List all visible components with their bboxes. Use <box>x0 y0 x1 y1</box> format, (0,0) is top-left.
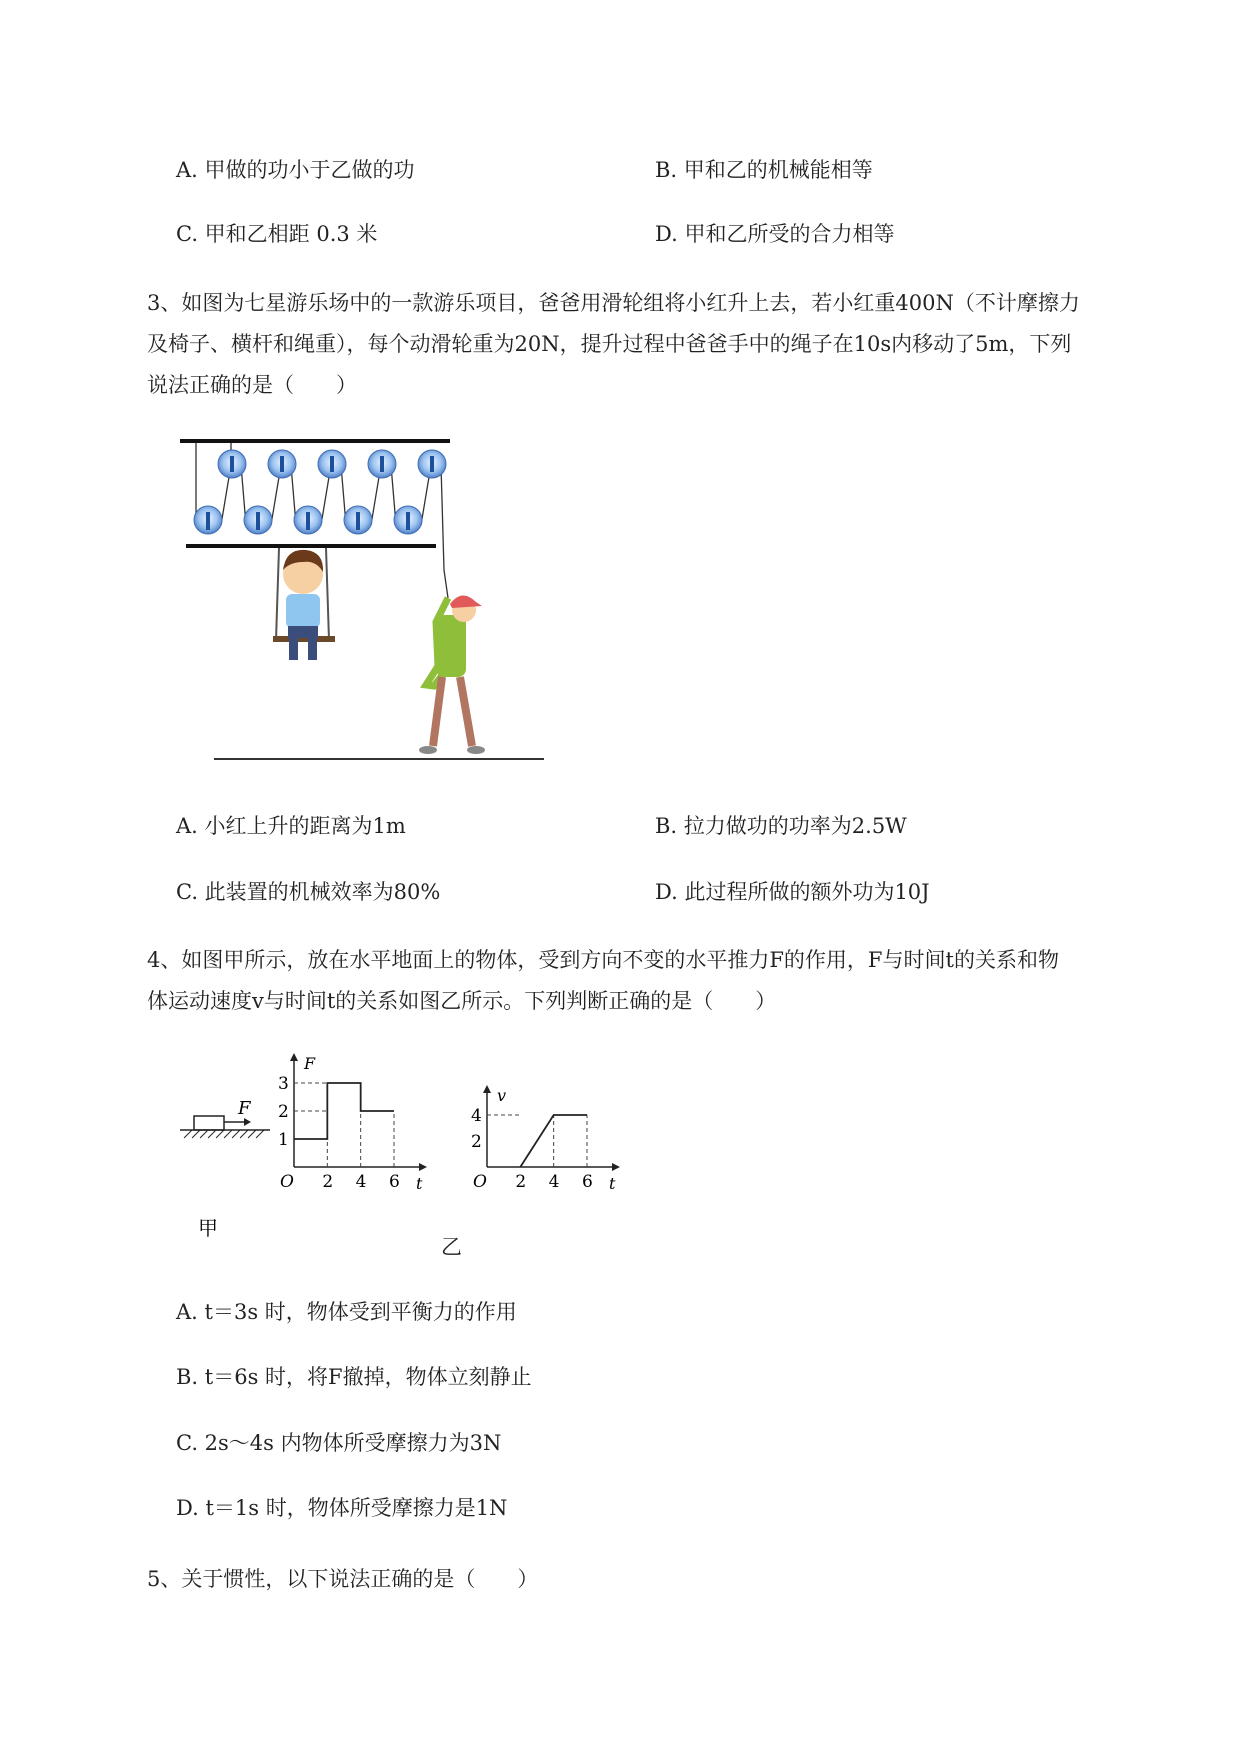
x-axis-label: t <box>416 1174 423 1193</box>
ground-hatch <box>184 1130 264 1138</box>
label-jia: 甲 <box>198 1216 218 1240</box>
x-tick-label: 4 <box>355 1172 367 1192</box>
x-tick-label: O <box>473 1172 487 1192</box>
x-tick-label: 6 <box>582 1172 593 1192</box>
x-tick-label: 4 <box>548 1172 560 1192</box>
movable-pulleys <box>194 506 422 534</box>
man-pulling-rope <box>419 595 485 754</box>
y-axis-arrow <box>290 1053 298 1061</box>
force-time-chart <box>278 1054 462 1193</box>
q2-option-b[interactable]: B. 甲和乙的机械能相等 <box>655 158 873 182</box>
q5-stem <box>147 1559 1147 1600</box>
q2-option-c[interactable]: C. 甲和乙相距 0.3 米 <box>176 222 378 246</box>
x-tick-label: 2 <box>515 1172 527 1192</box>
q4-option-c[interactable]: C. 2s～4s 内物体所受摩擦力为3N <box>176 1431 502 1455</box>
y-axis-label: v <box>497 1086 507 1105</box>
x-axis-arrow <box>612 1163 620 1171</box>
force-label: F <box>238 1098 251 1119</box>
q2-option-a[interactable]: A. 甲做的功小于乙做的功 <box>176 158 415 182</box>
pulley-figure <box>176 430 556 770</box>
lower-beam <box>186 544 436 548</box>
girl-on-swing <box>273 548 335 660</box>
q4-stem-line: 体运动速度v与时间t的关系如图乙所示。下列判断正确的是（ ） <box>147 989 777 1013</box>
q4-option-d[interactable]: D. t＝1s 时，物体所受摩擦力是1N <box>176 1496 508 1520</box>
figure-jia <box>180 1100 280 1240</box>
y-axis-label: F <box>304 1054 316 1073</box>
ground-line <box>214 758 544 760</box>
q5-stem-line: 5、关于惯性，以下说法正确的是（ ） <box>147 1567 539 1591</box>
y-tick-label: 3 <box>278 1074 289 1094</box>
q3-option-d[interactable]: D. 此过程所做的额外功为10J <box>655 880 930 904</box>
fixed-pulleys <box>218 450 446 478</box>
q3-option-b[interactable]: B. 拉力做功的功率为2.5W <box>655 814 907 838</box>
q4-stem-line: 4、如图甲所示，放在水平地面上的物体，受到方向不变的水平推力F的作用，F与时间t的关系和物 <box>147 948 1059 972</box>
x-axis-label: t <box>609 1174 616 1193</box>
x-tick-label: O <box>280 1172 294 1192</box>
q2-option-d[interactable]: D. 甲和乙所受的合力相等 <box>655 222 895 246</box>
q3-option-c[interactable]: C. 此装置的机械效率为80% <box>176 880 441 904</box>
q4-stem <box>147 940 1147 1022</box>
x-axis-arrow <box>419 1163 427 1171</box>
q3-stem-line: 及椅子、横杆和绳重），每个动滑轮重为20N，提升过程中爸爸手中的绳子在10s内移动了5m，下列 <box>147 332 1072 356</box>
y-tick-label: 4 <box>471 1106 482 1126</box>
q4-option-b[interactable]: B. t＝6s 时，将F撤掉，物体立刻静止 <box>176 1365 532 1389</box>
q3-option-a[interactable]: A. 小红上升的距离为1m <box>176 814 406 838</box>
block <box>194 1116 224 1130</box>
x-tick-label: 6 <box>389 1172 400 1192</box>
y-tick-label: 2 <box>278 1102 289 1122</box>
y-tick-label: 2 <box>471 1132 482 1152</box>
arrow-head <box>244 1118 251 1126</box>
y-axis-arrow <box>483 1085 491 1093</box>
label-yi: 乙 <box>441 1235 462 1259</box>
y-tick-label: 1 <box>278 1130 289 1150</box>
q3-stem-line: 说法正确的是（ ） <box>147 373 357 397</box>
q3-stem-line: 3、如图为七星游乐场中的一款游乐项目，爸爸用滑轮组将小红升上去，若小红重400N（不计摩擦力 <box>147 291 1080 315</box>
velocity-time-chart <box>471 1086 655 1225</box>
x-tick-label: 2 <box>322 1172 334 1192</box>
q4-option-a[interactable]: A. t＝3s 时，物体受到平衡力的作用 <box>176 1300 517 1324</box>
top-beam <box>180 439 450 443</box>
q3-stem <box>147 283 1147 406</box>
